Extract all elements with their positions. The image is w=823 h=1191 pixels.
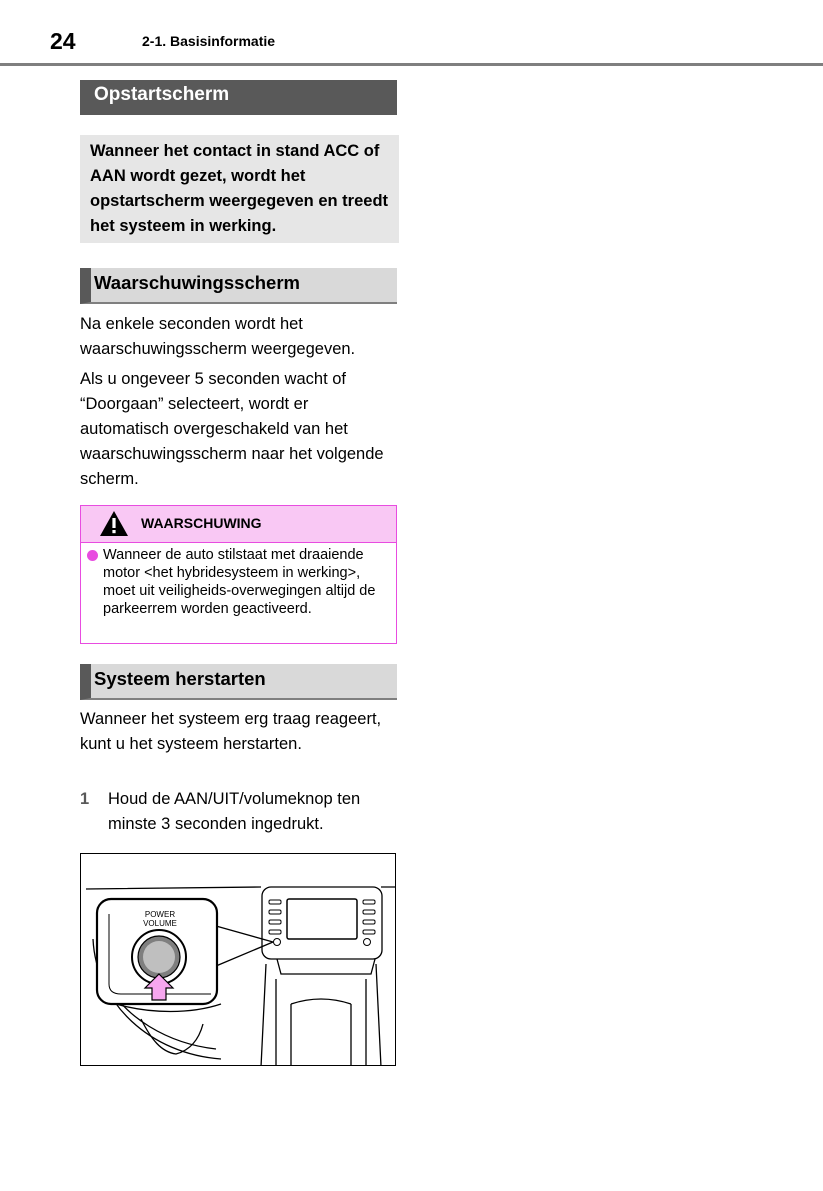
step-number: 1 [80, 790, 90, 808]
warning-label: WAARSCHUWING [141, 515, 262, 531]
subheading-restart: Systeem herstarten [80, 664, 397, 700]
startup-intro: Wanneer het contact in stand ACC of AAN wordt gezet, wordt het opstartscherm weergegeven en treedt het systeem in werking. [80, 135, 399, 243]
header-divider [0, 63, 823, 66]
section-title-startup: Opstartscherm [80, 80, 397, 115]
warning-screen-paragraph-2: Als u ongeveer 5 seconden wacht of “Doorgaan” selecteert, wordt er automatisch overgeschakeld van het waarschuwingsscherm naar het volgende scherm. [80, 370, 384, 488]
warning-box [80, 505, 397, 644]
dashboard-illustration [80, 853, 396, 1066]
chapter-title: 2-1. Basisinformatie [142, 33, 276, 49]
dashboard-drawing [81, 854, 396, 1066]
knob-label-line2: VOLUME [143, 919, 177, 928]
warning-header [81, 506, 396, 543]
step-text: Houd de AAN/UIT/volumeknop ten minste 3 seconden ingedrukt. [108, 790, 361, 833]
restart-paragraph: Wanneer het systeem erg traag reageert, kunt u het systeem herstarten. [80, 710, 382, 753]
warning-triangle-icon [99, 510, 129, 537]
bullet-icon [87, 550, 98, 561]
warning-text: Wanneer de auto stilstaat met draaiende motor <het hybridesysteem in werking>, moet uit veiligheids-overwegingen altijd de parkeerrem worden geactiveerd. [103, 547, 376, 617]
subheading-warning-screen: Waarschuwingsscherm [80, 268, 397, 304]
page-number: 24 [50, 28, 76, 54]
knob-label-line1: POWER [144, 910, 176, 919]
warning-screen-paragraph-1: Na enkele seconden wordt het waarschuwingsscherm weergegeven. [80, 315, 356, 358]
